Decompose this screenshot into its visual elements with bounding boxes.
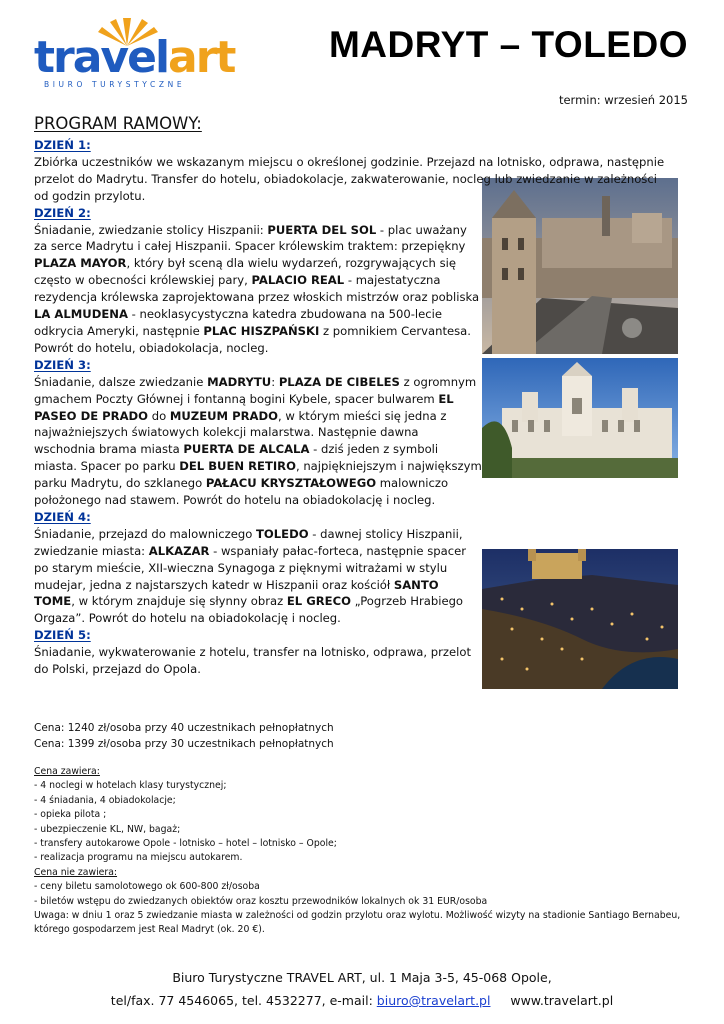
footer-address: Biuro Turystyczne TRAVEL ART, ul. 1 Maja 3-5, 45-068 Opole, bbox=[172, 970, 552, 985]
puerta-del-sol: PUERTA DEL SOL bbox=[267, 222, 377, 237]
included-heading: Cena zawiera: bbox=[34, 766, 100, 777]
day2-text-part: - majestatyczna rezydencja królewska zaprojektowana przez włoskich mistrzów oraz pobliska bbox=[34, 273, 480, 305]
day1-text bbox=[34, 154, 674, 205]
program-body bbox=[34, 137, 689, 678]
email-link[interactable]: biuro@travelart.pl bbox=[376, 993, 491, 1008]
logo-word-travel: travel bbox=[34, 32, 169, 83]
included-item: - realizacja programu na miejscu autokarem. bbox=[34, 852, 243, 864]
day4-heading: DZIEŃ 4: bbox=[34, 509, 91, 524]
day4-text-part: „Pogrzeb Hrabiego Orgaza”. Powrót do hotelu na obiadokolację i nocleg. bbox=[34, 594, 464, 626]
day4-text-part: , w którym znajduje się słynny obraz bbox=[71, 594, 287, 609]
alkazar: ALKAZAR bbox=[148, 543, 210, 558]
footer-spacer bbox=[490, 993, 510, 1008]
day2-text bbox=[34, 222, 482, 357]
palacio-real: PALACIO REAL bbox=[251, 273, 345, 288]
madryt: MADRYTU bbox=[207, 374, 272, 389]
toledo: TOLEDO bbox=[256, 526, 309, 541]
logo-subtitle: BIURO TURYSTYCZNE bbox=[44, 80, 186, 89]
plac-hiszpanski: PLAC HISZPAŃSKI bbox=[203, 323, 320, 338]
day1-heading: DZIEŃ 1: bbox=[34, 138, 91, 152]
included-item: - opieka pilota ; bbox=[34, 809, 107, 821]
website-link[interactable]: www.travelart.pl bbox=[510, 993, 614, 1008]
day2-text-part: - neoklasycystyczna katedra zbudowana na 500-lecie odkrycia Ameryki, następnie bbox=[34, 307, 442, 338]
day3-text bbox=[34, 374, 482, 509]
program-heading: PROGRAM RAMOWY: bbox=[34, 114, 202, 133]
day2-text-part: z pomnikiem Cervantesa. Powrót do hotelu, obiadokolacja, nocleg. bbox=[34, 323, 471, 355]
excluded-item: - ceny biletu samolotowego ok 600-800 zł/osoba bbox=[34, 881, 260, 893]
del-buen-retiro: DEL BUEN RETIRO bbox=[179, 459, 296, 474]
el-paseo-de-prado: EL PASEO DE PRADO bbox=[34, 391, 454, 423]
day1-paragraph: Zbiórka uczestników we wskazanym miejscu o określonej godzinie. Przejazd na lotnisko, odprawa, następnie przelot do Madrytu. Transfer do hotelu, obiadokolacje, zakwaterowanie, nocleg lub zwiedzanie w zależności od godzin przylotu. bbox=[34, 154, 665, 203]
included-item: - 4 noclegi w hotelach klasy turystycznej; bbox=[34, 780, 227, 792]
day3-text-part: , w którym mieści się jedna z najważniejszych światowych kolekcji malarstwa. Następnie dawna wschodnia brama miasta bbox=[34, 408, 447, 457]
excluded-item: - biletów wstępu do zwiedzanych obiektów oraz kosztu przewodników lokalnych ok 31 EUR/osoba bbox=[34, 895, 488, 907]
day2-heading: DZIEŃ 2: bbox=[34, 205, 91, 220]
day5-paragraph: Śniadanie, wykwaterowanie z hotelu, transfer na lotnisko, odprawa, przelot do Polski, przejazd do Opola. bbox=[34, 645, 471, 677]
muzeum-prado: MUZEUM PRADO bbox=[169, 408, 279, 423]
footer-phone: tel/fax. 77 4546065, tel. 4532277, e-mail: bbox=[110, 993, 377, 1008]
included-item: - 4 śniadania, 4 obiadokolacje; bbox=[34, 794, 176, 806]
day3-text-part: z ogromnym gmachem Poczty Głównej i fontanną bogini Kybele, spacer bulwarem bbox=[34, 374, 477, 406]
day3-text-part: : bbox=[271, 374, 279, 389]
day4-text-part: - wspaniały pałac-forteca, następnie spacer po starym mieście, XII-wieczna Synagoga z pięknymi witrażami w stylu mudejar, jedna z najstarszych katedr w Hiszpanii oraz kościół bbox=[34, 543, 467, 592]
day3-text-part: Śniadanie, dalsze zwiedzanie bbox=[34, 374, 208, 389]
la-almudena: LA ALMUDENA bbox=[34, 307, 128, 322]
excluded-heading: Cena nie zawiera: bbox=[34, 866, 118, 878]
plaza-mayor: PLAZA MAYOR bbox=[34, 256, 127, 271]
palacu-krysztalowego: PAŁACU KRYSZTAŁOWEGO bbox=[205, 476, 377, 491]
included-item: - ubezpieczenie KL, NW, bagaż; bbox=[34, 823, 181, 835]
day2-text-part: - plac uważany za serce Madrytu i całej Hiszpanii. Spacer królewskim traktem: przepiękny bbox=[34, 222, 467, 254]
day3-text-part: do bbox=[148, 408, 170, 423]
day4-text-part: - dawnej stolicy Hiszpanii, zwiedzanie miasta: bbox=[34, 526, 463, 558]
prices-block bbox=[34, 720, 334, 752]
logo-wordmark bbox=[34, 32, 235, 83]
price-line: Cena: 1399 zł/osoba przy 30 uczestnikach pełnopłatnych bbox=[34, 738, 334, 750]
travelart-logo bbox=[30, 14, 235, 92]
day4-text bbox=[34, 526, 482, 627]
day5-heading: DZIEŃ 5: bbox=[34, 628, 91, 643]
puerta-de-alcala: PUERTA DE ALCALA bbox=[183, 442, 310, 457]
day2-text-part: , który był sceną dla wielu wydarzeń, rozgrywających się często w obecności królewskiej pary, bbox=[34, 256, 456, 288]
price-details bbox=[34, 765, 694, 938]
day5-text bbox=[34, 644, 482, 678]
note-text: Uwaga: w dniu 1 oraz 5 zwiedzanie miasta w zależności od godzin przylotu oraz wylotu. Możliwość wizyty na stadionie Santiago Bernabeu, którego gospodarzem jest Real Madryt (ok. 20 €). bbox=[34, 910, 681, 936]
logo-word-art: art bbox=[168, 32, 235, 83]
page-title: MADRYT – TOLEDO bbox=[328, 24, 688, 65]
price-line: Cena: 1240 zł/osoba przy 40 uczestnikach pełnopłatnych bbox=[34, 722, 334, 734]
day3-text-part: - dziś jeden z symboli miasta. Spacer po parku bbox=[34, 442, 439, 474]
footer-contact bbox=[0, 993, 724, 1008]
day4-text-part: Śniadanie, przejazd do malowniczego bbox=[34, 526, 257, 541]
included-item: - transfery autokarowe Opole - lotnisko – hotel – lotnisko – Opole; bbox=[34, 838, 337, 850]
el-greco: EL GRECO bbox=[286, 594, 351, 609]
day3-text-part: malowniczo położonego nad stawem. Powrót do hotelu na obiadokolację i nocleg. bbox=[34, 476, 449, 508]
day3-heading: DZIEŃ 3: bbox=[34, 357, 91, 372]
trip-date: termin: wrzesień 2015 bbox=[558, 93, 688, 107]
santo-tome: SANTO TOME bbox=[34, 577, 439, 609]
day3-text-part: , najpiękniejszym i największym parku Madrytu, do szklanego bbox=[34, 459, 482, 491]
day2-text-part: Śniadanie, zwiedzanie stolicy Hiszpanii: bbox=[34, 222, 268, 237]
plaza-de-cibeles: PLAZA DE CIBELES bbox=[278, 374, 400, 389]
